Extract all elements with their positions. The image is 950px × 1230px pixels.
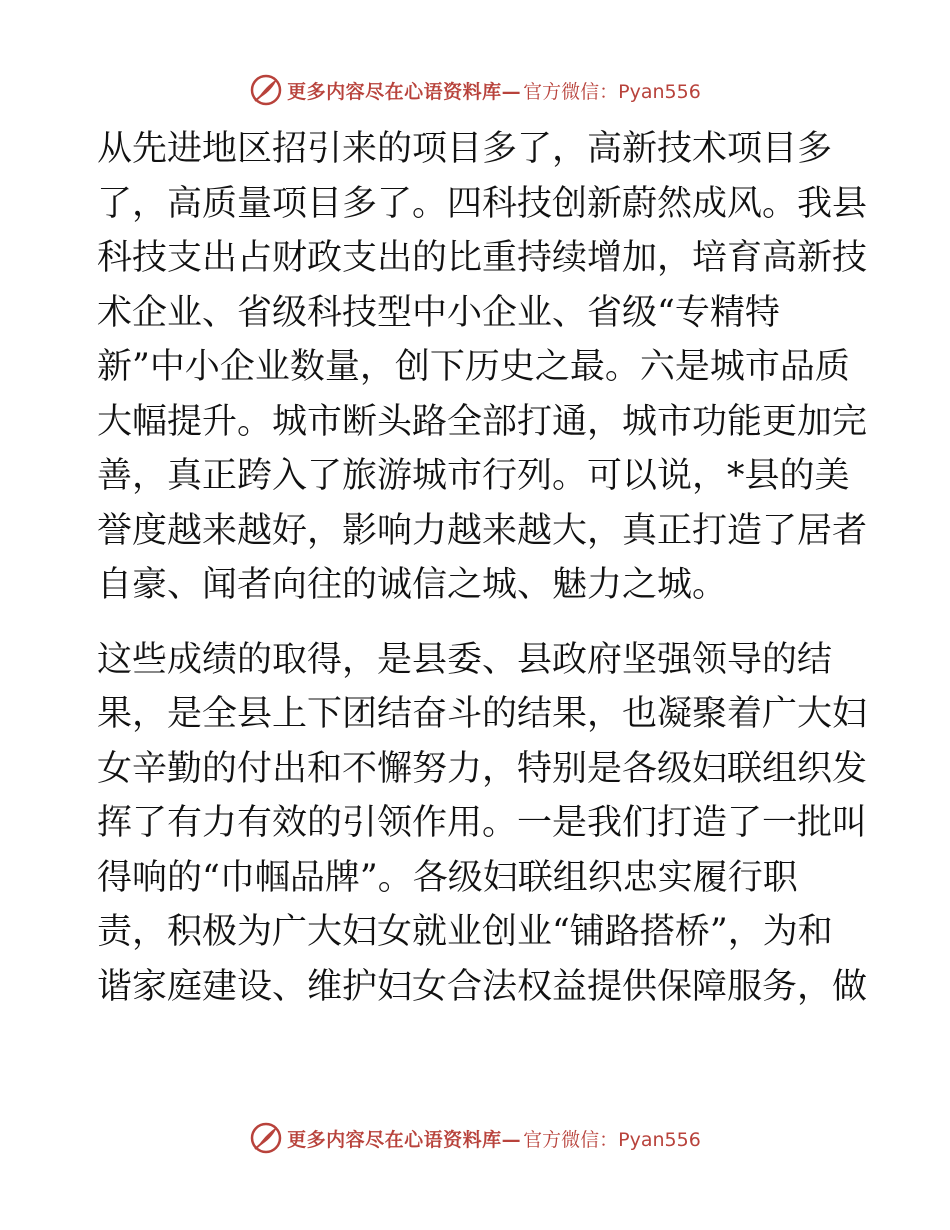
text-line: 这些成绩的取得，是县委、县政府坚强领导的结 [97,639,833,680]
paragraph-1 [97,122,868,613]
text-line: 科技支出占财政支出的比重持续增加，培育高新技 [97,238,868,278]
text-line: 谐家庭建设、维护妇女合法权益提供保障服务，做 [97,966,868,1007]
banner-wechat-id: 官方微信：Pyan556 [523,80,701,103]
text-line: 了，高质量项目多了。四科技创新蔚然成风。我县 [97,183,868,224]
text-line: 善，真正跨入了旅游城市行列。可以说，*县的美 [97,456,850,496]
text-line: 誉度越来越好，影响力越来越大，真正打造了居者 [97,510,868,551]
text-line: 得响的“巾帼品牌”。各级妇联组织忠实履行职 [97,857,798,898]
banner-slogan: 更多内容尽在心语资料库— [287,80,522,103]
banner-slogan: 更多内容尽在心语资料库— [287,1128,522,1151]
text-line: 责，积极为广大妇女就业创业“铺路搭桥”，为和 [97,912,833,952]
document-body [97,122,868,1014]
banner-wechat-id: 官方微信：Pyan556 [523,1128,701,1151]
text-line: 大幅提升。城市断头路全部打通，城市功能更加完 [97,401,868,442]
text-line: 术企业、省级科技型中小企业、省级“专精特 [97,292,780,333]
paragraph-2 [97,633,868,1015]
footer-banner [0,1118,950,1158]
feather-quill-logo-icon [249,73,283,107]
text-line: 从先进地区招引来的项目多了，高新技术项目多 [97,129,833,169]
text-line: 自豪、闻者向往的诚信之城、魅力之城。 [97,565,728,605]
text-line: 果，是全县上下团结奋斗的结果，也凝聚着广大妇 [97,694,868,734]
feather-quill-logo-icon [249,1121,283,1155]
header-banner [0,70,950,110]
text-line: 女辛勤的付出和不懈努力，特别是各级妇联组织发 [97,748,868,789]
text-line: 新”中小企业数量，创下历史之最。六是城市品质 [97,347,850,387]
text-line: 挥了有力有效的引领作用。一是我们打造了一批叫 [97,803,868,843]
